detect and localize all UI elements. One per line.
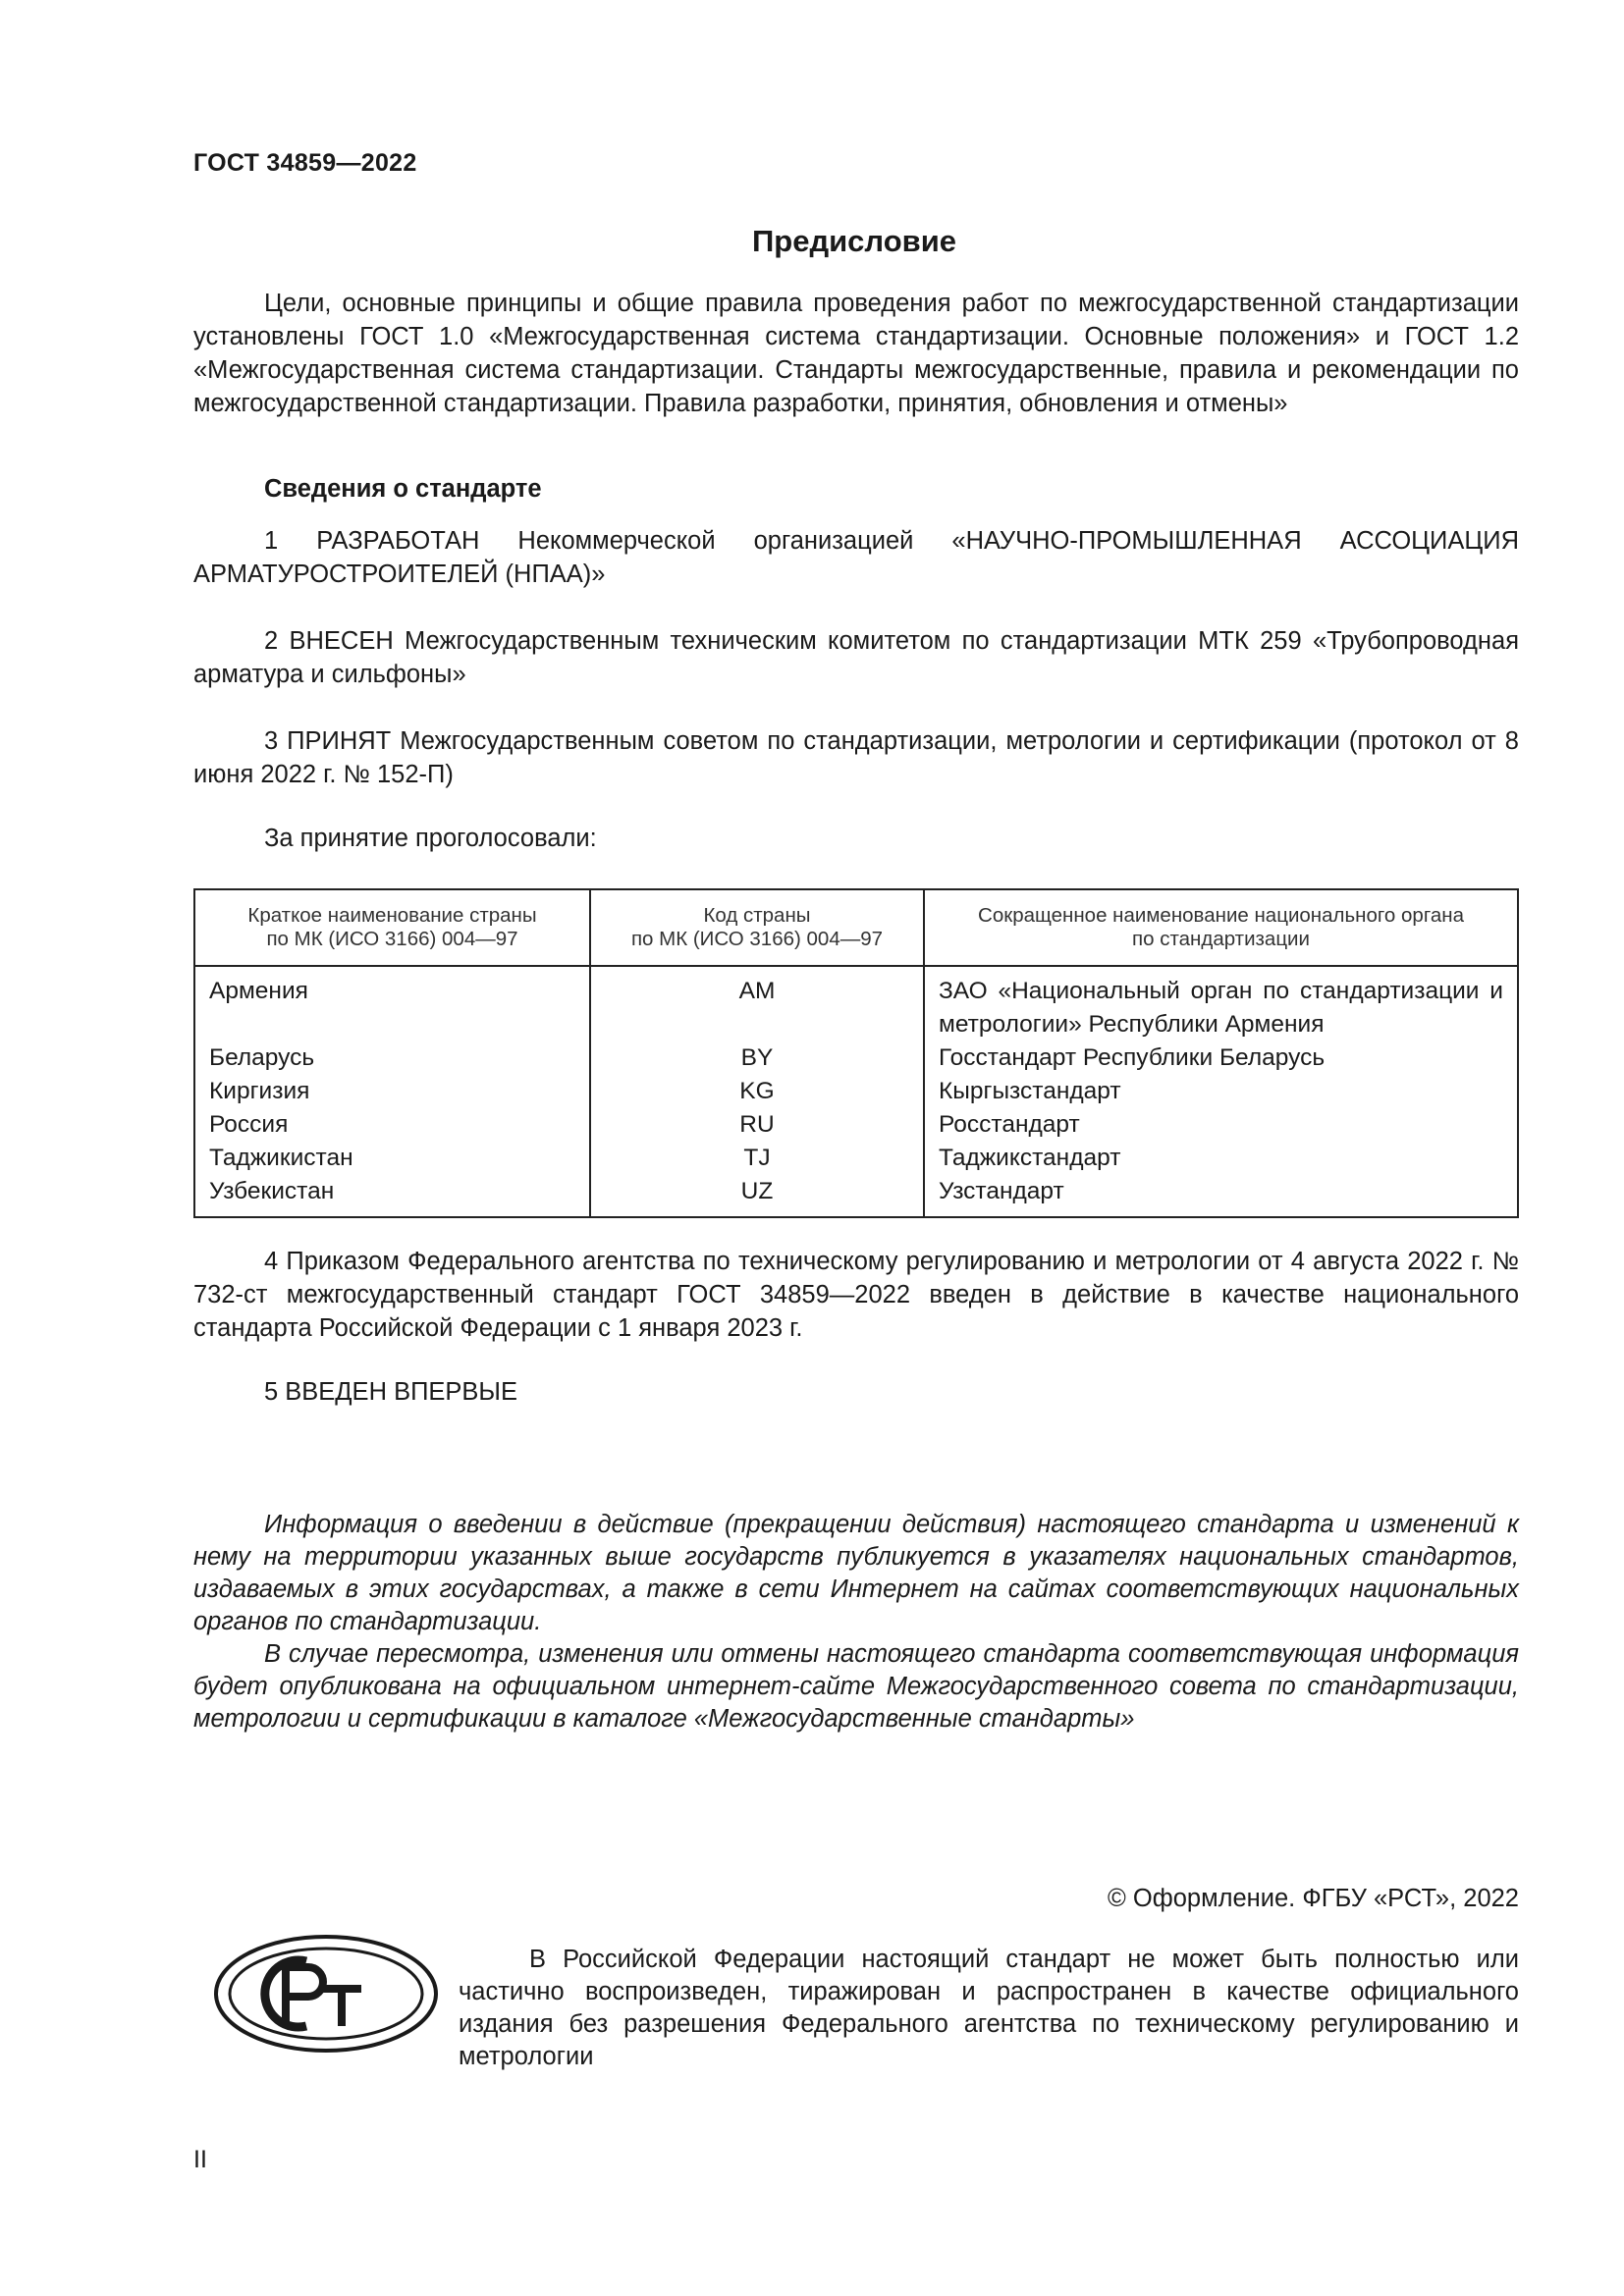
table-row <box>194 1041 1518 1075</box>
table-row <box>194 1175 1518 1217</box>
cell-body: ЗАО «Национальный орган по стандартизации и метрологии» Республики Армения <box>924 966 1518 1041</box>
item-enacted: 4 Приказом Федерального агентства по техническому регулированию и метрологии от 4 августа 2022 г. № 732-ст межгосударственный стандарт ГОСТ 34859—2022 введен в действие в качестве национального стандарта Российской Федерации с 1 января 2023 г. <box>193 1248 1519 1342</box>
document-id: ГОСТ 34859—2022 <box>193 149 417 177</box>
cell-body: Кыргызстандарт <box>924 1075 1518 1108</box>
header-country-line2: по МК (ИСО 3166) 004—97 <box>266 928 518 950</box>
copyright-line: © Оформление. ФГБУ «РСТ», 2022 <box>1108 1885 1519 1912</box>
rst-logo <box>212 1932 440 2056</box>
cell-country: Россия <box>194 1108 590 1142</box>
info-paragraph-1: Информация о введении в действие (прекращении действия) настоящего стандарта и изменений к нему на территории указанных выше государств публикуется в указателях национальных стандартов, издаваемых в этих государствах, а также в сети Интернет на сайтах соответствующих национальных органов по стандартизации. <box>193 1511 1519 1635</box>
header-code <box>590 889 924 966</box>
cell-code: KG <box>590 1075 924 1108</box>
cell-country: Киргизия <box>194 1075 590 1108</box>
notice-text: В Российской Федерации настоящий стандарт не может быть полностью или частично воспроизведен, тиражирован и распространен в качестве официального издания без разрешения Федерального агентства по техническому регулированию и метрологии <box>459 1946 1519 2070</box>
table-row <box>194 1075 1518 1108</box>
voted-label: За принятие проголосовали: <box>264 825 597 852</box>
cell-code: UZ <box>590 1175 924 1217</box>
page-title: Предисловие <box>751 224 956 258</box>
cell-code: AM <box>590 966 924 1041</box>
cell-body: Таджикстандарт <box>924 1142 1518 1175</box>
page-number: II <box>193 2146 207 2173</box>
table-row <box>194 1108 1518 1142</box>
cell-body: Узстандарт <box>924 1175 1518 1217</box>
header-body-line1: Сокращенное наименование национального органа <box>978 904 1464 927</box>
cell-country: Узбекистан <box>194 1175 590 1217</box>
cell-country: Таджикистан <box>194 1142 590 1175</box>
cell-code: TJ <box>590 1142 924 1175</box>
cell-country: Беларусь <box>194 1041 590 1075</box>
header-body-line2: по стандартизации <box>1132 928 1310 950</box>
cell-country: Армения <box>194 966 590 1041</box>
reproduction-notice <box>459 1944 1519 2073</box>
cell-code: BY <box>590 1041 924 1075</box>
header-code-line1: Код страны <box>703 904 811 927</box>
intro-paragraph: Цели, основные принципы и общие правила проведения работ по межгосударственной стандартизации установлены ГОСТ 1.0 «Межгосударственная система стандартизации. Основные положения» и ГОСТ 1.2 «Межгосударственная система стандартизации. Стандарты межгосударственные, правила и рекомендации по межгосударственной стандартизации. Правила разработки, принятия, обновления и отмены» <box>193 290 1519 417</box>
item-submitted: 2 ВНЕСЕН Межгосударственным техническим комитетом по стандартизации МТК 259 «Трубопроводная арматура и сильфоны» <box>193 627 1519 688</box>
header-country-line1: Краткое наименование страны <box>247 904 537 927</box>
header-body <box>924 889 1518 966</box>
member-states-table <box>193 888 1519 1218</box>
table-header-row <box>194 889 1518 966</box>
cell-body: Росстандарт <box>924 1108 1518 1142</box>
header-country <box>194 889 590 966</box>
table-row <box>194 966 1518 1041</box>
cell-code: RU <box>590 1108 924 1142</box>
header-code-line2: по МК (ИСО 3166) 004—97 <box>630 928 884 950</box>
info-paragraph-2: В случае пересмотра, изменения или отмены настоящего стандарта соответствующая информация будет опубликована на официальном интернет-сайте Межгосударственного совета по стандартизации, метрологии и сертификации в каталоге «Межгосударственные стандарты» <box>193 1640 1519 1733</box>
item-developed: 1 РАЗРАБОТАН Некоммерческой организацией «НАУЧНО-ПРОМЫШЛЕННАЯ АССОЦИАЦИЯ АРМАТУРОСТРОИТЕЛЕЙ (НПАА)» <box>193 527 1519 588</box>
section-subheading: Сведения о стандарте <box>264 475 542 503</box>
cell-body: Госстандарт Республики Беларусь <box>924 1041 1518 1075</box>
item-first-introduced: 5 ВВЕДЕН ВПЕРВЫЕ <box>264 1378 518 1406</box>
table-row <box>194 1142 1518 1175</box>
item-adopted: 3 ПРИНЯТ Межгосударственным советом по стандартизации, метрологии и сертификации (протокол от 8 июня 2022 г. № 152-П) <box>193 727 1519 788</box>
